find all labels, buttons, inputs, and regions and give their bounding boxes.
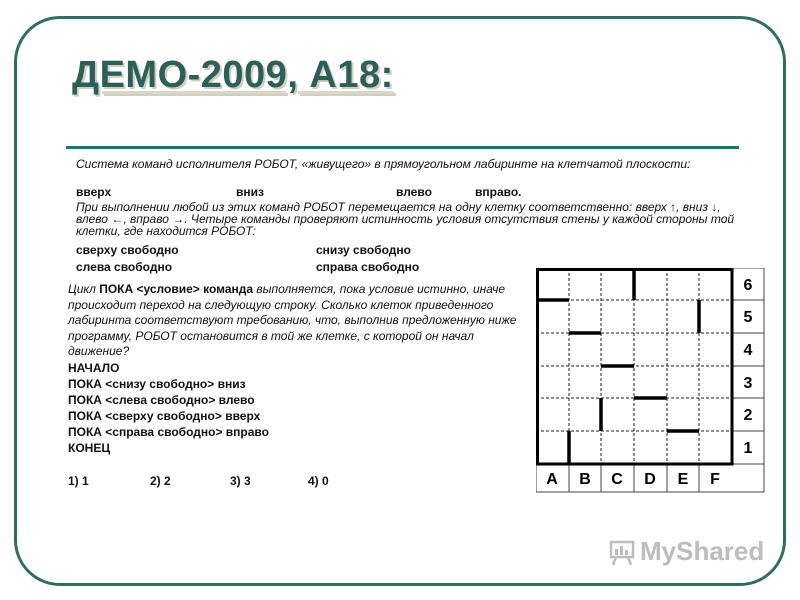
command-right: вправо.	[475, 185, 522, 199]
maze-row-label: 3	[743, 375, 753, 392]
intro-text: Система команд исполнителя РОБОТ, «живущего» в прямоугольном лабиринте на клетчатой плоскости:	[76, 157, 691, 171]
command-left: влево	[396, 185, 432, 199]
program-listing	[68, 360, 269, 456]
maze-row-label: 6	[743, 277, 753, 294]
maze-column-label: A	[546, 471, 558, 488]
loop-description	[68, 282, 518, 360]
maze-row-label: 4	[743, 342, 753, 359]
condition-left-free: слева свободно	[76, 260, 173, 274]
maze-row-label: 1	[743, 440, 753, 457]
maze-column-label: D	[644, 471, 656, 488]
answer-option-1: 1) 1	[68, 474, 89, 488]
loop-prefix: Цикл	[68, 282, 96, 296]
move-description: При выполнении любой из этих команд РОБОТ перемещается на одну клетку соответственно: вверх ↑, вниз ↓, влево ←, вправо →. Четыре команды проверяют истинность условия отсутствия стены у каждой стороны той клетки, где находится РОБОТ:	[76, 200, 735, 238]
answer-option-3: 3) 3	[230, 474, 251, 488]
condition-top-free: сверху свободно	[76, 243, 179, 257]
maze-walls	[536, 268, 699, 464]
program-line: НАЧАЛО	[68, 361, 120, 375]
maze-column-label: B	[579, 471, 591, 488]
watermark-logo: MyShared	[640, 536, 765, 566]
maze-row-label: 5	[743, 309, 753, 326]
loop-syntax: ПОКА <условие> команда	[99, 282, 254, 296]
answer-option-4: 4) 0	[308, 474, 329, 488]
program-line: ПОКА <справа свободно> вправо	[68, 425, 269, 439]
maze-row-label: 2	[743, 407, 753, 424]
presentation-board-icon	[608, 538, 636, 566]
command-up: вверх	[76, 185, 112, 199]
slide-title: ДЕМО-2009, А18:	[72, 54, 394, 96]
program-line: ПОКА <снизу свободно> вниз	[68, 377, 246, 391]
condition-right-free: справа свободно	[316, 260, 420, 274]
maze-column-label: E	[677, 471, 689, 488]
program-line: ПОКА <слева свободно> влево	[68, 393, 255, 407]
maze-column-label: F	[710, 471, 720, 488]
answer-option-2: 2) 2	[150, 474, 171, 488]
program-line: ПОКА <сверху свободно> вверх	[68, 409, 261, 423]
maze-grid	[536, 268, 768, 494]
title-divider	[66, 146, 739, 149]
condition-bottom-free: снизу свободно	[316, 243, 411, 257]
program-line: КОНЕЦ	[68, 441, 111, 455]
loop-rest: выполняется, пока условие истинно, иначе происходит переход на следующую строку. Сколько клеток приведенного лабиринта соответствуют требованию, что, выполнив предложенную ниже программу, РОБОТ остановится в той же клетке, с которой он начал движение?	[68, 282, 517, 358]
command-down: вниз	[236, 185, 264, 199]
maze-column-label: C	[611, 471, 623, 488]
